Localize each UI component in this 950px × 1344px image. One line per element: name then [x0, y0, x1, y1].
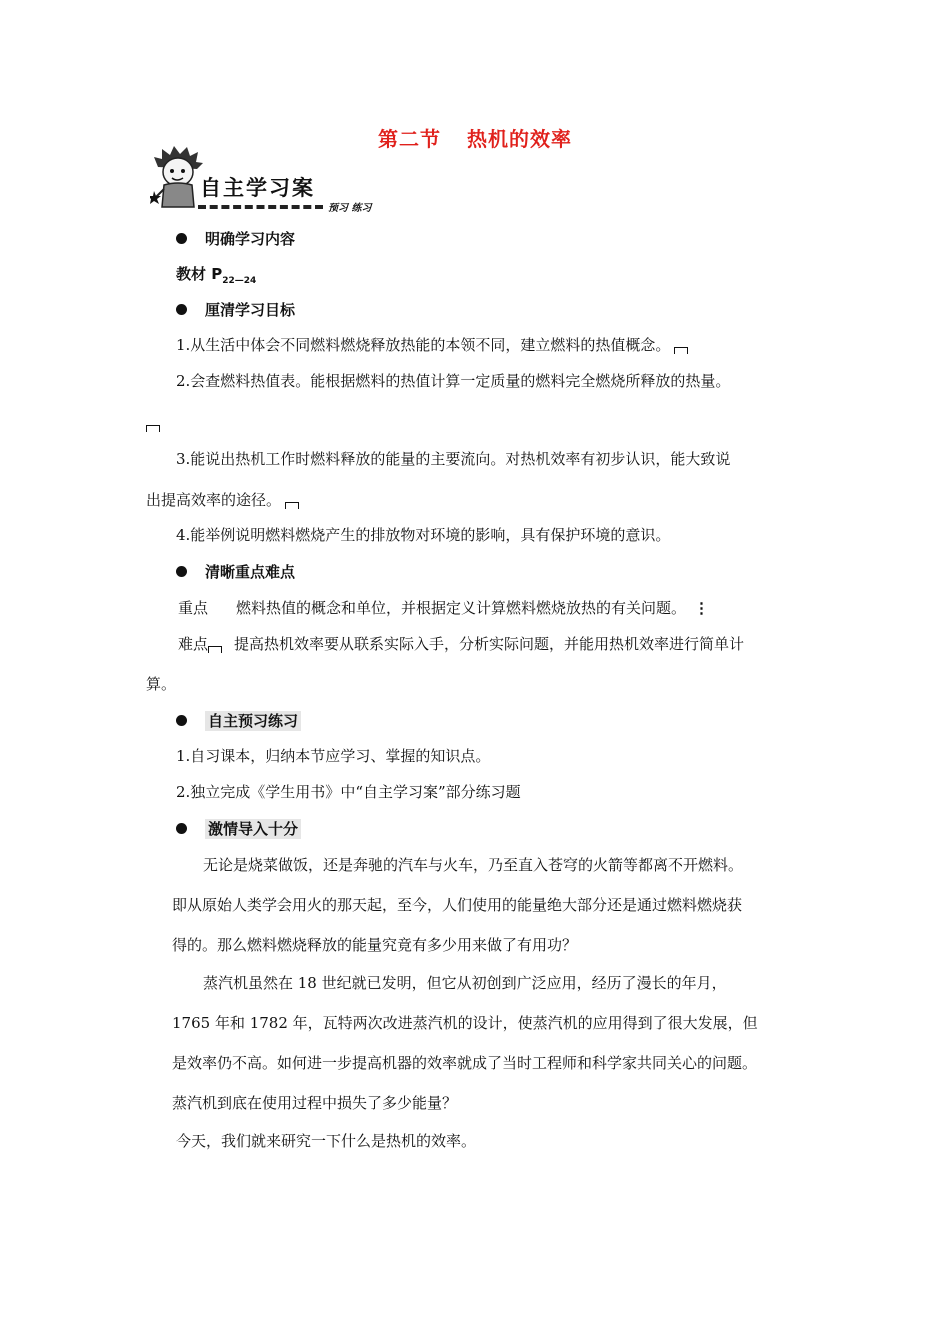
key-point	[178, 597, 709, 618]
key-text: 燃料热值的概念和单位，并根据定义计算燃料燃烧放热的有关问题。	[236, 599, 687, 617]
textbook-reference: 教材 $P_{22—24}$	[176, 265, 257, 286]
practice-1: 1.自习课本，归纳本节应学习、掌握的知识点。	[176, 747, 491, 765]
heading-key-points: 清晰重点难点	[176, 561, 295, 582]
intro-para1-line2: 即从原始人类学会用火的那天起，至今，人们使用的能量绝大部分还是通过燃料燃烧获	[172, 896, 743, 914]
heading-learning-content: 明确学习内容	[176, 228, 295, 249]
mark-icon	[146, 414, 160, 432]
intro-para1-line3: 得的。那么燃料燃烧释放的能量究竟有多少用来做了有用功？	[172, 936, 578, 954]
banner-title: 自主学习案	[200, 176, 315, 200]
key-mark: ⋮	[694, 599, 710, 617]
intro-para2-line1: 蒸汽机虽然在 18 世纪就已发明，但它从初创到广泛应用，经历了漫长的年月，	[203, 974, 727, 992]
page-title	[0, 123, 950, 152]
goal-1: 1.从生活中体会不同燃料燃烧释放热能的本领不同，建立燃料的热值概念。	[176, 334, 688, 355]
heading-intro: 激情导入十分	[176, 818, 301, 839]
intro-para1-line1: 无论是烧菜做饭，还是奔驰的汽车与火车，乃至直入苍穹的火箭等都离不开燃料。	[203, 856, 744, 874]
practice-2: 2.独立完成《学生用书》中“自主学习案”部分练习题	[176, 783, 521, 801]
banner-divider	[198, 205, 323, 209]
section-number: 第二节	[378, 127, 441, 151]
intro-para2-line4: 蒸汽机到底在使用过程中损失了多少能量？	[172, 1094, 458, 1112]
mark-icon	[674, 347, 688, 354]
intro-para2-line2: 1765 年和 1782 年，瓦特两次改进蒸汽机的设计，使蒸汽机的应用得到了很大发展，但	[172, 1014, 758, 1032]
bullet-icon	[176, 566, 187, 577]
bullet-icon	[176, 233, 187, 244]
bullet-icon	[176, 823, 187, 834]
difficulty-line1: 难点 提高热机效率要从联系实际入手，分析实际问题，并能用热机效率进行简单计	[178, 635, 745, 653]
difficulty-label: 难点	[178, 635, 209, 653]
goal-2: 2.会查燃料热值表。能根据燃料的热值计算一定质量的燃料完全燃烧所释放的热量。	[176, 372, 731, 390]
goal-3-line2: 出提高效率的途径。	[146, 489, 299, 510]
heading-learning-goals: 厘清学习目标	[176, 299, 295, 320]
banner-subtitle: 预习 练习	[328, 203, 372, 214]
key-label: 重点	[178, 599, 209, 617]
goal-3-line1: 3.能说出热机工作时燃料释放的能量的主要流向。对热机效率有初步认识，能大致说	[176, 450, 731, 468]
mark-icon	[285, 502, 299, 509]
difficulty-line2: 算。	[146, 675, 177, 693]
mark-icon	[208, 646, 222, 653]
intro-para2-line3: 是效率仍不高。如何进一步提高机器的效率就成了当时工程师和科学家共同关心的问题。	[172, 1054, 758, 1072]
intro-para3: 今天，我们就来研究一下什么是热机的效率。	[176, 1132, 477, 1150]
section-title: 热机的效率	[467, 127, 572, 151]
bullet-icon	[176, 715, 187, 726]
goal-4: 4.能举例说明燃料燃烧产生的排放物对环境的影响，具有保护环境的意识。	[176, 526, 671, 544]
self-study-banner	[150, 145, 390, 217]
heading-self-practice: 自主预习练习	[176, 710, 301, 731]
bullet-icon	[176, 304, 187, 315]
